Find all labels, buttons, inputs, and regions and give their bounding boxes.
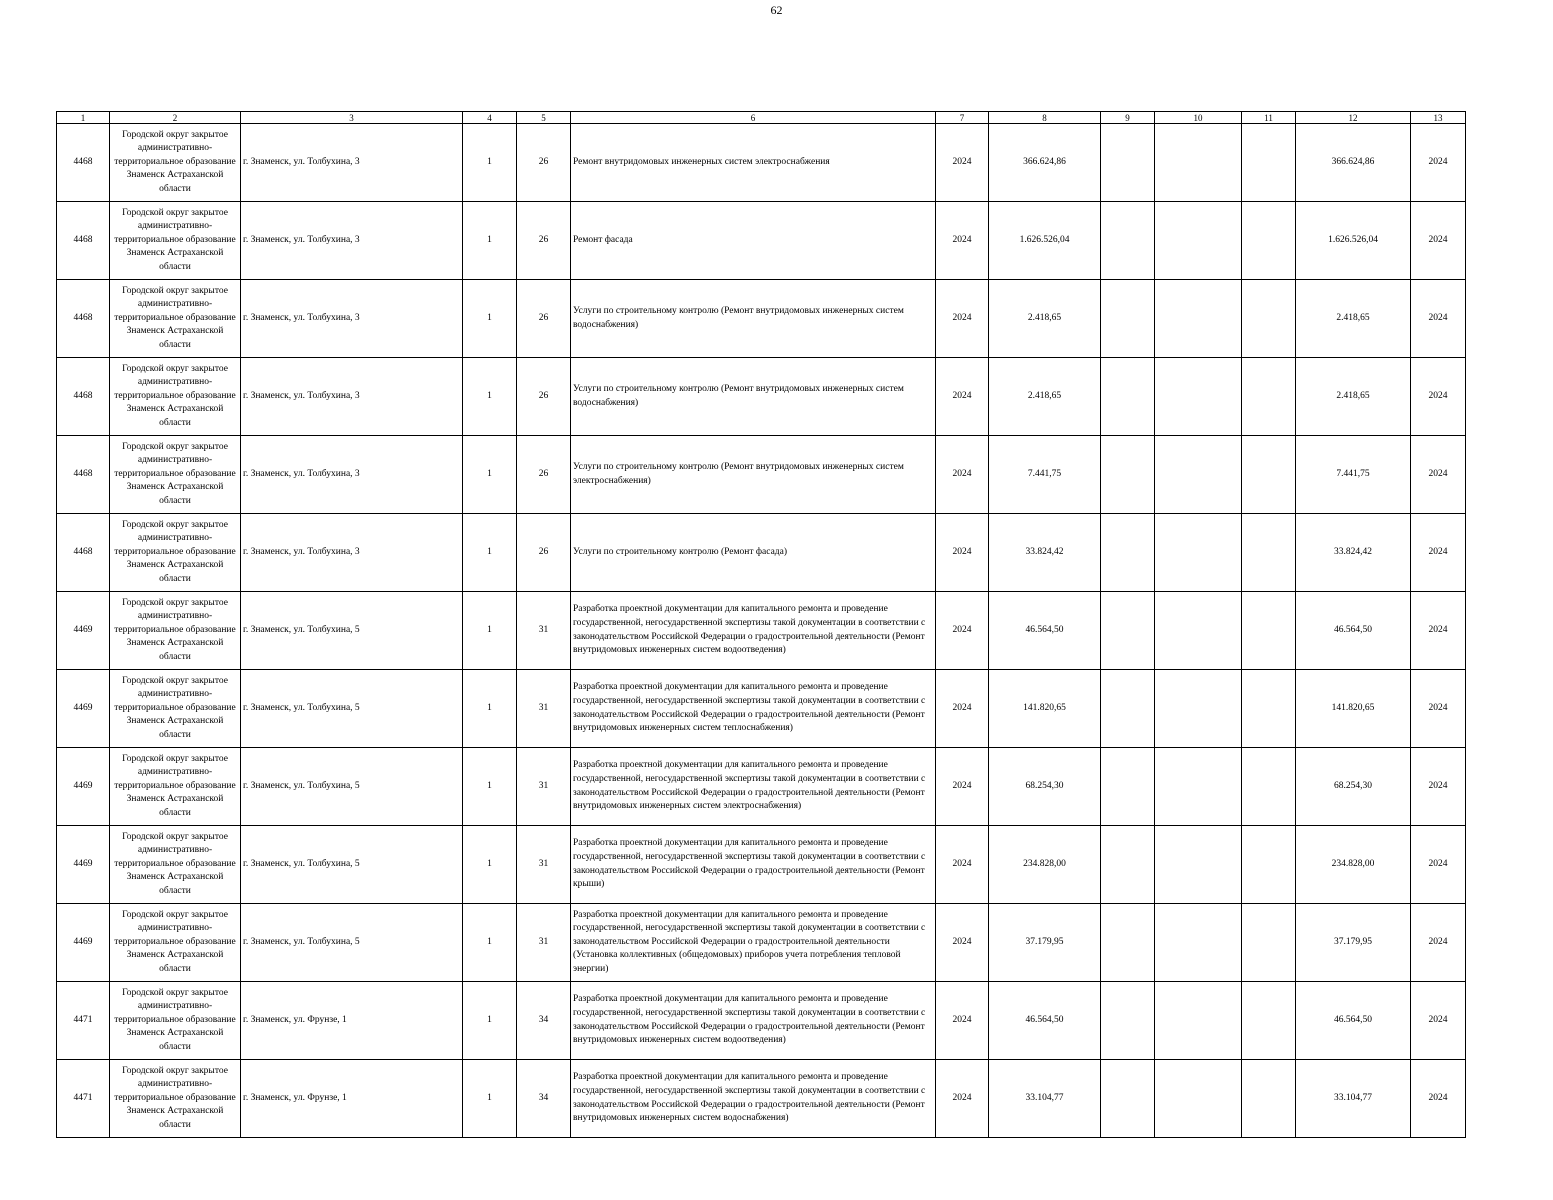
column-5-cell: 26 [517,358,571,436]
cost-cell: 1.626.526,04 [989,202,1101,280]
object-id-cell: 4469 [57,826,110,904]
municipality-cell: Городской округ закрытое административно-территориальное образование Знаменск Астраханской области [110,1060,241,1138]
column-10-cell [1155,982,1242,1060]
column-4-cell: 1 [463,592,517,670]
column-12-cell: 33.104,77 [1296,1060,1411,1138]
column-9-cell [1101,202,1155,280]
column-number: 1 [57,112,110,124]
column-12-cell: 46.564,50 [1296,982,1411,1060]
work-type-cell: Разработка проектной документации для капитального ремонта и проведение государственной, негосударственной экспертизы такой документации в соответствии с законодательством Российской Федерации о градостроительной деятельности (Ремонт внутридомовых инженерных систем электроснабжения) [571,748,936,826]
work-type-cell: Услуги по строительному контролю (Ремонт внутридомовых инженерных систем водоснабжения) [571,358,936,436]
cost-cell: 7.441,75 [989,436,1101,514]
municipality-cell: Городской округ закрытое административно-территориальное образование Знаменск Астраханской области [110,202,241,280]
table-row [57,904,1466,982]
column-9-cell [1101,592,1155,670]
work-type-cell: Разработка проектной документации для капитального ремонта и проведение государственной, негосударственной экспертизы такой документации в соответствии с законодательством Российской Федерации о градостроительной деятельности (Ремонт внутридомовых инженерных систем теплоснабжения) [571,670,936,748]
column-5-cell: 26 [517,280,571,358]
year-cell: 2024 [936,436,989,514]
column-4-cell: 1 [463,826,517,904]
year-cell: 2024 [936,202,989,280]
address-cell: г. Знаменск, ул. Толбухина, 3 [241,202,463,280]
column-9-cell [1101,670,1155,748]
cost-cell: 37.179,95 [989,904,1101,982]
column-11-cell [1242,280,1296,358]
cost-cell: 33.104,77 [989,1060,1101,1138]
year-cell: 2024 [936,904,989,982]
cost-cell: 33.824,42 [989,514,1101,592]
column-10-cell [1155,904,1242,982]
column-4-cell: 1 [463,982,517,1060]
column-number: 9 [1101,112,1155,124]
municipality-cell: Городской округ закрытое административно-территориальное образование Знаменск Астраханской области [110,904,241,982]
table-row [57,280,1466,358]
table-row [57,124,1466,202]
table-row [57,358,1466,436]
cost-cell: 68.254,30 [989,748,1101,826]
municipality-cell: Городской округ закрытое административно-территориальное образование Знаменск Астраханской области [110,514,241,592]
column-5-cell: 31 [517,592,571,670]
table-row [57,670,1466,748]
page-number: 62 [770,3,783,17]
municipality-cell: Городской округ закрытое административно-территориальное образование Знаменск Астраханской области [110,280,241,358]
column-number: 4 [463,112,517,124]
work-type-cell: Разработка проектной документации для капитального ремонта и проведение государственной, негосударственной экспертизы такой документации в соответствии с законодательством Российской Федерации о градостроительной деятельности (Ремонт внутридомовых инженерных систем водоснабжения) [571,1060,936,1138]
table-row [57,436,1466,514]
column-4-cell: 1 [463,202,517,280]
municipality-cell: Городской округ закрытое административно-территориальное образование Знаменск Астраханской области [110,124,241,202]
address-cell: г. Знаменск, ул. Толбухина, 5 [241,904,463,982]
work-type-cell: Разработка проектной документации для капитального ремонта и проведение государственной, негосударственной экспертизы такой документации в соответствии с законодательством Российской Федерации о градостроительной деятельности (Установка коллективных (общедомовых) приборов учета потребления тепловой энергии) [571,904,936,982]
table-row [57,202,1466,280]
column-12-cell: 141.820,65 [1296,670,1411,748]
column-4-cell: 1 [463,358,517,436]
municipality-cell: Городской округ закрытое административно-территориальное образование Знаменск Астраханской области [110,748,241,826]
table-row [57,748,1466,826]
column-9-cell [1101,826,1155,904]
column-5-cell: 26 [517,436,571,514]
year-cell: 2024 [936,670,989,748]
column-12-cell: 7.441,75 [1296,436,1411,514]
column-12-cell: 68.254,30 [1296,748,1411,826]
column-12-cell: 33.824,42 [1296,514,1411,592]
column-11-cell [1242,982,1296,1060]
year-cell: 2024 [936,748,989,826]
column-12-cell: 234.828,00 [1296,826,1411,904]
column-9-cell [1101,748,1155,826]
year-cell: 2024 [936,592,989,670]
year-cell: 2024 [936,982,989,1060]
object-id-cell: 4471 [57,982,110,1060]
column-12-cell: 366.624,86 [1296,124,1411,202]
column-5-cell: 26 [517,514,571,592]
work-type-cell: Услуги по строительному контролю (Ремонт фасада) [571,514,936,592]
object-id-cell: 4468 [57,280,110,358]
cost-cell: 46.564,50 [989,982,1101,1060]
column-13-cell: 2024 [1411,436,1466,514]
column-13-cell: 2024 [1411,124,1466,202]
column-10-cell [1155,514,1242,592]
column-5-cell: 31 [517,826,571,904]
column-9-cell [1101,358,1155,436]
column-number: 6 [571,112,936,124]
municipality-cell: Городской округ закрытое административно-территориальное образование Знаменск Астраханской области [110,826,241,904]
work-type-cell: Разработка проектной документации для капитального ремонта и проведение государственной, негосударственной экспертизы такой документации в соответствии с законодательством Российской Федерации о градостроительной деятельности (Ремонт внутридомовых инженерных систем водоотведения) [571,982,936,1060]
address-cell: г. Знаменск, ул. Толбухина, 3 [241,514,463,592]
column-4-cell: 1 [463,436,517,514]
work-type-cell: Разработка проектной документации для капитального ремонта и проведение государственной, негосударственной экспертизы такой документации в соответствии с законодательством Российской Федерации о градостроительной деятельности (Ремонт внутридомовых инженерных систем водоотведения) [571,592,936,670]
column-13-cell: 2024 [1411,202,1466,280]
column-5-cell: 26 [517,202,571,280]
column-12-cell: 46.564,50 [1296,592,1411,670]
year-cell: 2024 [936,358,989,436]
column-number: 11 [1242,112,1296,124]
column-number: 3 [241,112,463,124]
object-id-cell: 4468 [57,358,110,436]
column-9-cell [1101,982,1155,1060]
municipality-cell: Городской округ закрытое административно-территориальное образование Знаменск Астраханской области [110,982,241,1060]
object-id-cell: 4469 [57,748,110,826]
object-id-cell: 4471 [57,1060,110,1138]
table-row [57,982,1466,1060]
column-11-cell [1242,904,1296,982]
column-number: 8 [989,112,1101,124]
column-11-cell [1242,202,1296,280]
address-cell: г. Знаменск, ул. Толбухина, 5 [241,748,463,826]
column-9-cell [1101,280,1155,358]
column-4-cell: 1 [463,748,517,826]
column-13-cell: 2024 [1411,826,1466,904]
column-4-cell: 1 [463,904,517,982]
column-5-cell: 31 [517,670,571,748]
column-number: 5 [517,112,571,124]
column-13-cell: 2024 [1411,358,1466,436]
column-11-cell [1242,670,1296,748]
column-number-row [57,112,1466,124]
municipality-cell: Городской округ закрытое административно-территориальное образование Знаменск Астраханской области [110,436,241,514]
cost-cell: 2.418,65 [989,358,1101,436]
table-row [57,592,1466,670]
address-cell: г. Знаменск, ул. Толбухина, 3 [241,436,463,514]
object-id-cell: 4468 [57,202,110,280]
column-13-cell: 2024 [1411,904,1466,982]
column-10-cell [1155,124,1242,202]
column-11-cell [1242,436,1296,514]
table-row [57,1060,1466,1138]
column-12-cell: 37.179,95 [1296,904,1411,982]
column-5-cell: 34 [517,982,571,1060]
column-5-cell: 26 [517,124,571,202]
address-cell: г. Знаменск, ул. Толбухина, 3 [241,280,463,358]
column-9-cell [1101,124,1155,202]
column-10-cell [1155,202,1242,280]
municipality-cell: Городской округ закрытое административно-территориальное образование Знаменск Астраханской области [110,670,241,748]
object-id-cell: 4469 [57,904,110,982]
address-cell: г. Знаменск, ул. Фрунзе, 1 [241,1060,463,1138]
column-11-cell [1242,358,1296,436]
object-id-cell: 4468 [57,124,110,202]
column-number: 10 [1155,112,1242,124]
column-10-cell [1155,358,1242,436]
column-4-cell: 1 [463,670,517,748]
column-5-cell: 31 [517,904,571,982]
address-cell: г. Знаменск, ул. Толбухина, 5 [241,592,463,670]
column-11-cell [1242,592,1296,670]
column-4-cell: 1 [463,124,517,202]
municipality-cell: Городской округ закрытое административно-территориальное образование Знаменск Астраханской области [110,592,241,670]
column-12-cell: 1.626.526,04 [1296,202,1411,280]
work-type-cell: Услуги по строительному контролю (Ремонт внутридомовых инженерных систем водоснабжения) [571,280,936,358]
municipality-cell: Городской округ закрытое административно-территориальное образование Знаменск Астраханской области [110,358,241,436]
column-13-cell: 2024 [1411,280,1466,358]
column-13-cell: 2024 [1411,592,1466,670]
object-id-cell: 4469 [57,592,110,670]
cost-cell: 141.820,65 [989,670,1101,748]
column-9-cell [1101,904,1155,982]
column-13-cell: 2024 [1411,982,1466,1060]
cost-cell: 2.418,65 [989,280,1101,358]
address-cell: г. Знаменск, ул. Толбухина, 3 [241,358,463,436]
table-row [57,514,1466,592]
column-13-cell: 2024 [1411,514,1466,592]
column-9-cell [1101,1060,1155,1138]
column-number: 2 [110,112,241,124]
work-type-cell: Ремонт фасада [571,202,936,280]
address-cell: г. Знаменск, ул. Толбухина, 5 [241,670,463,748]
column-5-cell: 31 [517,748,571,826]
column-13-cell: 2024 [1411,1060,1466,1138]
column-10-cell [1155,436,1242,514]
column-10-cell [1155,1060,1242,1138]
column-12-cell: 2.418,65 [1296,358,1411,436]
year-cell: 2024 [936,124,989,202]
column-11-cell [1242,826,1296,904]
column-10-cell [1155,280,1242,358]
column-9-cell [1101,514,1155,592]
object-id-cell: 4468 [57,514,110,592]
year-cell: 2024 [936,826,989,904]
table-body [57,124,1466,1138]
column-10-cell [1155,670,1242,748]
work-type-cell: Разработка проектной документации для капитального ремонта и проведение государственной, негосударственной экспертизы такой документации в соответствии с законодательством Российской Федерации о градостроительной деятельности (Ремонт крыши) [571,826,936,904]
cost-cell: 366.624,86 [989,124,1101,202]
column-13-cell: 2024 [1411,748,1466,826]
column-number: 12 [1296,112,1411,124]
address-cell: г. Знаменск, ул. Толбухина, 3 [241,124,463,202]
column-13-cell: 2024 [1411,670,1466,748]
capital-repair-table [56,111,1466,1138]
column-11-cell [1242,514,1296,592]
column-11-cell [1242,124,1296,202]
address-cell: г. Знаменск, ул. Фрунзе, 1 [241,982,463,1060]
column-4-cell: 1 [463,1060,517,1138]
cost-cell: 46.564,50 [989,592,1101,670]
column-10-cell [1155,592,1242,670]
column-11-cell [1242,1060,1296,1138]
work-type-cell: Услуги по строительному контролю (Ремонт внутридомовых инженерных систем электроснабжения) [571,436,936,514]
table-row [57,826,1466,904]
year-cell: 2024 [936,1060,989,1138]
column-4-cell: 1 [463,280,517,358]
cost-cell: 234.828,00 [989,826,1101,904]
column-10-cell [1155,748,1242,826]
column-number: 7 [936,112,989,124]
year-cell: 2024 [936,280,989,358]
column-9-cell [1101,436,1155,514]
object-id-cell: 4469 [57,670,110,748]
work-type-cell: Ремонт внутридомовых инженерных систем электроснабжения [571,124,936,202]
address-cell: г. Знаменск, ул. Толбухина, 5 [241,826,463,904]
column-10-cell [1155,826,1242,904]
year-cell: 2024 [936,514,989,592]
column-4-cell: 1 [463,514,517,592]
column-12-cell: 2.418,65 [1296,280,1411,358]
column-5-cell: 34 [517,1060,571,1138]
column-11-cell [1242,748,1296,826]
object-id-cell: 4468 [57,436,110,514]
column-number: 13 [1411,112,1466,124]
